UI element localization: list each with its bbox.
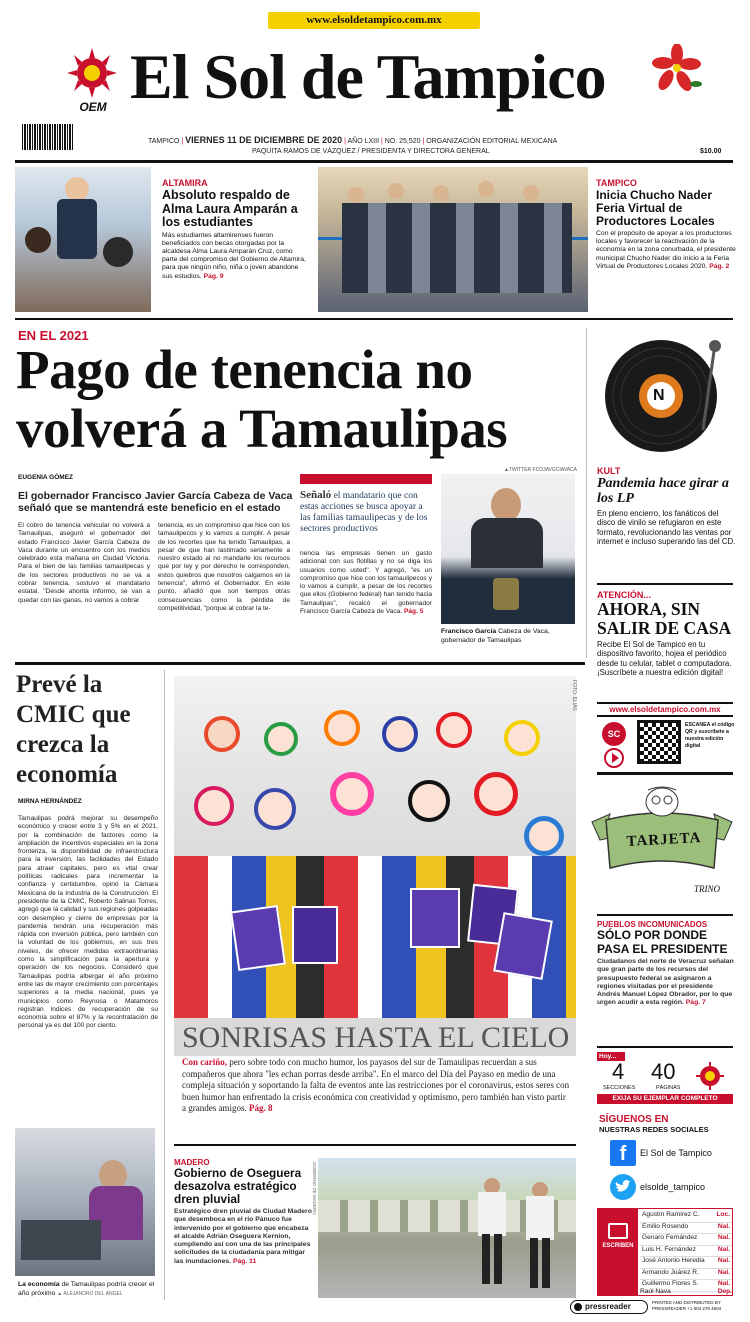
attention-headline: AHORA, SIN SALIR DE CASA: [597, 599, 732, 638]
facebook-icon[interactable]: f: [610, 1140, 636, 1166]
top-left-photo[interactable]: [15, 167, 151, 312]
pueblos-body: Ciudadanos del norte de Veracruz señalan que gran parte de los recursos del presupuesto federal se asignaron a regiones visitadas por el presidente Andrés Manuel López Obrador, por lo que urgen acudir a esta región. Pág. 7: [597, 958, 734, 1007]
cmic-byline: MIRNA HERNÁNDEZ: [18, 798, 82, 805]
cmic-divider: [164, 670, 165, 1300]
madero-body: Estratégico dren pluvial de Ciudad Madero que desemboca en el río Pánuco fue intervenido por el gobierno que encabeza el alcalde Adrián Oseguera Kernion, cumpliendo así con una de las principales solicitudes de la ciudadanía para mitigar las inundaciones. Pág. 11: [174, 1208, 312, 1265]
attention-url[interactable]: www.elsoldetampico.com.mx: [597, 702, 733, 717]
main-col-1: El cobro de tenencia vehicular no volverá a Tamaulipas, aseguró el gobernador del estado Francisco Javier García Cabeza de Vaca durante un encuentro con los medios celebrado esta mañana en Ciudad Victoria. Para el bien de las familias tamaulipecas y de los sectores productivos no se va a cobrar tenencia, sostuvo el mandatario estatal. "Desde ahorita informo, se van a quedar con las ganas, no vamos a cobrar: [18, 522, 150, 604]
clowns-rule: [174, 1144, 576, 1146]
main-col-3-page: Pág. 5: [403, 608, 424, 616]
poinsettia-icon: [652, 44, 702, 94]
record-player-icon: [603, 334, 729, 456]
madero-credit: GOBIERNO DE MADERO: [312, 1162, 317, 1215]
pueblos-page: Pág. 7: [685, 999, 706, 1007]
cartoon[interactable]: [588, 784, 736, 910]
price: $10.00: [700, 148, 722, 155]
main-headline-line-1: Pago de tenencia no: [16, 339, 473, 400]
sewing-caption: La economía de Tamaulipas podría crecer el año próximo ▲ ALEJANDRO DEL ÁNGEL: [18, 1281, 155, 1297]
cartoon-signature: TRINO: [694, 884, 721, 894]
oem-label: OEM: [79, 100, 107, 114]
main-right-divider: [586, 328, 587, 658]
pueblos-story[interactable]: [597, 920, 735, 1008]
facebook-handle[interactable]: El Sol de Tampico: [640, 1148, 712, 1158]
writers-label-panel: [598, 1209, 638, 1295]
oem-small-icon: [696, 1062, 724, 1090]
writers-box: [597, 1208, 733, 1296]
dateline: TAMPICO | VIERNES 11 DE DICIEMBRE DE 2020 | AÑO LXIII | NO. 25,520 | ORGANIZACIÓN EDITORIAL MEXICANA: [148, 135, 558, 145]
main-headline-line-2: volverá a Tamaulipas: [16, 398, 508, 459]
writer-row-last: Raúl Nava Dep.: [640, 1288, 732, 1295]
masthead-rule: [15, 160, 733, 163]
pueblos-headline: SÓLO POR DONDE PASA EL PRESIDENTE: [597, 928, 728, 956]
top-right-photo[interactable]: [318, 167, 588, 312]
qr-text: ESCANEA el código QR y suscríbete a nuestra edición digital: [685, 722, 735, 749]
writer-row: Armando Juárez R. Nal.: [640, 1269, 732, 1281]
pen-icon: [608, 1223, 628, 1239]
attention-rule: [597, 772, 733, 775]
director-line: PAQUITA RAMOS DE VÁZQUEZ / PRESIDENTA Y DIRECTORA GENERAL: [252, 148, 490, 155]
madero-kicker: MADERO: [174, 1158, 210, 1167]
madero-story[interactable]: [174, 1158, 312, 1266]
writer-row: Luis H. Fernández Nal.: [640, 1246, 732, 1258]
newspaper-title: El Sol de Tampico: [130, 41, 606, 112]
madero-page: Pág. 11: [232, 1257, 257, 1265]
dateline-org: ORGANIZACIÓN EDITORIAL MEXICANA: [426, 138, 558, 145]
hoy-sections: 4: [612, 1059, 625, 1084]
main-headline[interactable]: [16, 340, 588, 458]
clowns-photo[interactable]: [174, 676, 576, 1018]
barcode: [22, 124, 74, 150]
sewing-photo[interactable]: [15, 1128, 155, 1276]
dateline-number: NO. 25,520: [384, 138, 421, 145]
governor-photo[interactable]: [441, 474, 575, 624]
pressreader-phone: PRINTED AND DISTRIBUTED BY PRESSREADER +1 604 278 4604: [652, 1300, 722, 1311]
hoy-cta[interactable]: EXIJA SU EJEMPLAR COMPLETO: [597, 1094, 733, 1104]
main-quote-text: el mandatario que con estas acciones se busca apoyar a las familias tamaulipecas y de los sectores productivos: [300, 491, 428, 534]
main-photo-credit: ▲TWITTER FCOJAVGCIAVACA: [504, 467, 578, 473]
attention-box[interactable]: [597, 590, 735, 678]
social-title: SÍGUENOS EN: [599, 1114, 669, 1125]
hoy-label: Hoy...: [597, 1052, 625, 1061]
main-col-3: nencia las empresas tienen un gasto adicional con sus flotillas y no se diga los usuarios como usted". Y agregó, "es un compromiso que hice con los tamaulipecos y lo vamos a cumplir, a pesar de los recortes que ellos (Gobierno federal) han tenido hacia Tamaulipas", recalcó el gobernador Francisco García Cabeza de Vaca. Pág. 5: [300, 550, 432, 616]
top-left-headline: Absoluto respaldo de Alma Laura Amparán a los estudiantes: [162, 188, 298, 229]
main-byline: EUGENIA GÓMEZ: [18, 474, 74, 481]
top-left-page: Pág. 9: [203, 272, 224, 280]
top-left-kicker: ALTAMIRA: [162, 178, 208, 188]
oem-logo: [64, 48, 120, 116]
top-left-body: Más estudiantes altamirenses fueron beneficiados con becas otorgadas por la alcaldesa Alma Laura Amparán Cruz, como parte del compromiso del Gobierno de Altamira, para que ningún niño, niña o joven abandone sus estudios. Pág. 9: [162, 231, 306, 280]
top-right-body: Con el propósito de apoyar a los productores locales y favorecer la reactivación de la economía en la zona conurbada, el presidente municipal Chucho Nader dio inicio a la Feria Virtual de Productores Locales 2020. Pág. 2: [596, 230, 736, 270]
dateline-city: TAMPICO: [148, 138, 180, 145]
attention-kicker: ATENCIÓN...: [597, 590, 651, 600]
main-quote-lead: Señaló: [300, 489, 332, 501]
pressreader-logo[interactable]: pressreader: [570, 1300, 648, 1314]
kult-kicker: KULT: [597, 466, 621, 476]
clowns-body: Con cariño, pero sobre todo con mucho humor, los payasos del sur de Tamaulipas recuerdan a sus compañeros que ahora "les echan porras desde arriba". En el marco del Día del Payaso en medio de una compleja situación y soportando la falta de eventos ante las restricciones por el coronavirus, estos seres con buen humor han enfrentado la crisis económica con creatividad y optimismo, pero también han visto partir a grandes amigos. Pág. 8: [182, 1057, 570, 1113]
hoy-pages: 40: [651, 1059, 676, 1084]
dateline-date: VIERNES 11 DE DICIEMBRE DE 2020: [185, 135, 343, 145]
governor-caption: Francisco García Cabeza de Vaca, gobernador de Tamaulipas: [441, 628, 550, 644]
kult-rule: [597, 583, 733, 585]
writer-row: Guillermo Flores S. Nal.: [640, 1280, 732, 1292]
twitter-handle[interactable]: elsolde_tampico: [640, 1182, 706, 1192]
sc-logo: SC: [602, 722, 626, 746]
pueblos-kicker: PUEBLOS INCOMUNICADOS: [597, 920, 708, 929]
play-icon[interactable]: [604, 748, 624, 768]
top-right-story[interactable]: [596, 178, 736, 271]
mid-rule: [15, 662, 585, 665]
main-col-2: tenencia, es un compromiso que hice con los tamaulipecos y lo vamos a cumplir. A pesar de los recortes que ha tenido Tamaulipas, a pesar de que han lastimado seriamente a nuestro estado al no mandarle los recursos que por ley y por derecho le corresponden, estos quiebros que nosotros calgamos en la tenencia", afirmó el Gobernador. En este punto, añadió que son tiempos otras consecuencias como la pérdida de competitividad, "porque al cobrar la te-: [158, 522, 290, 612]
writer-row: José Antonio Heredia Nal.: [640, 1257, 732, 1269]
clowns-headline[interactable]: SONRISAS HASTA EL CIELO: [182, 1021, 570, 1054]
main-deck: El gobernador Francisco Javier García Cabeza de Vaca señaló que se mantendrá este beneficio en el estado: [18, 490, 293, 514]
clowns-credit: FOTO: ELIÁS: [571, 680, 577, 711]
social-subtitle: NUESTRAS REDES SOCIALES: [599, 1125, 709, 1134]
madero-headline: Gobierno de Oseguera desazolva estratégico dren pluvial: [174, 1166, 302, 1206]
hoy-pages-label: PÁGINAS: [656, 1085, 681, 1091]
main-quote: [300, 474, 432, 535]
cmic-headline[interactable]: Prevé la CMIC que crezca la economía: [16, 671, 131, 788]
clowns-page: Pág. 8: [248, 1103, 273, 1113]
writer-row: Genaro Fernández Nal.: [640, 1234, 732, 1246]
cartoon-rule: [597, 914, 733, 916]
attention-body: Recibe El Sol de Tampico en tu dispositivo favorito, hojea el periódico desde tu celular, tablet o computadora. ¡Suscríbete a nuestra edición digital!: [597, 640, 732, 678]
cartoon-text: TARJETA: [626, 830, 702, 850]
kult-headline: Pandemia hace girar a los LP: [597, 476, 729, 506]
twitter-icon[interactable]: [610, 1174, 636, 1200]
top-right-page: Pág. 2: [709, 262, 730, 270]
hoy-sections-label: SECCIONES: [603, 1085, 636, 1091]
cmic-body: Tamaulipas podrá mejorar su desempeño económico y crecer entre 3 y 5% en el 2021, por la combinación de factores como la ampliación de incentivos especiales en la zona fronteriza, la disponibilidad de infraestructura para la inversión, las facilidades del Estado para atraer capitales, pero es vital crear políticas radicales para incrementar la confianza y certidumbre, opinó la Cámara Mexicana de la Industria de la Construcción. El presidente de la CMIC, Roberto Salinas Torres, agregó que la calidad y sus regiones golpeadas con desempleo y cierre de empresas por la pandemia tendrán una recuperación más rápida con inversión pública, pero también con la voluntad de los gobiernos, en sus tres niveles, de ofrecer medidas extraordinarias como la simplificación para la apertura y operación de los negocios. Consideró que Tamaulipas podría albergar el año próximo entre las de mayor crecimiento con porcentajes superiores a la media nacional, pues ya municipios como Reynosa o Matamoros registran índices de recuperación de su economía sobre el 87% y la recontratación de personal ya es del 100 por ciento.: [18, 815, 158, 1030]
pueblos-rule: [597, 1046, 733, 1048]
qr-code[interactable]: [637, 720, 681, 764]
writers-list: [640, 1211, 732, 1292]
kult-body: En pleno encierro, los fanáticos del disco de vinilo se refugiaron en este formato, revolucionando las ventas por internet e incluso superando las del CD.: [597, 509, 736, 547]
kult-logo-letter: N: [653, 387, 665, 404]
top-right-kicker: TAMPICO: [596, 178, 637, 188]
madero-photo[interactable]: [318, 1158, 576, 1298]
sun-icon: [64, 48, 120, 98]
clowns-headline-band: [174, 1018, 576, 1056]
website-url-banner[interactable]: www.elsoldetampico.com.mx: [268, 12, 480, 29]
top-strip-rule: [15, 318, 733, 320]
writer-row: Emilio Rosendo Nal.: [640, 1223, 732, 1235]
main-kicker: EN EL 2021: [18, 328, 89, 343]
vinyl-record[interactable]: [603, 334, 729, 456]
top-left-story[interactable]: [162, 178, 310, 281]
kult-story[interactable]: [597, 466, 737, 547]
top-right-headline: Inicia Chucho Nader Feria Virtual de Productores Locales: [596, 188, 715, 228]
dateline-year: AÑO LXIII: [347, 138, 380, 145]
writers-label: ESCRIBEN: [602, 1243, 634, 1249]
writer-row: Agustín Ramírez C. Loc.: [640, 1211, 732, 1223]
